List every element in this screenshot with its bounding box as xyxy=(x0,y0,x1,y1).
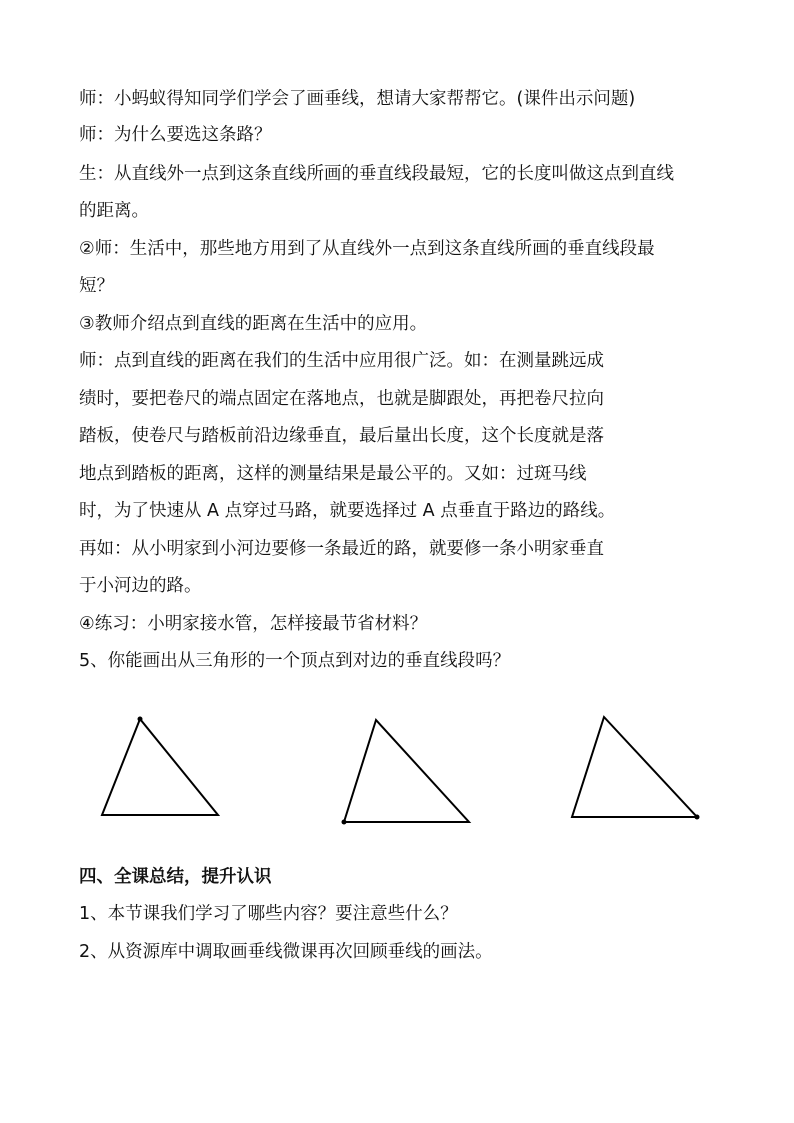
paragraph-line: 地点到踏板的距离，这样的测量结果是最公平的。又如：过斑马线 xyxy=(79,464,587,484)
paragraph-line: 师：为什么要选这条路？ xyxy=(79,125,272,145)
summary-item: 1、本节课我们学习了哪些内容？要注意些什么？ xyxy=(79,904,458,924)
paragraph-line: 于小河边的路。 xyxy=(79,576,202,596)
paragraph-line: 生：从直线外一点到这条直线所画的垂直线段最短，它的长度叫做这点到直线 xyxy=(79,164,674,184)
paragraph-line: 踏板，使卷尺与踏板前沿边缘垂直，最后量出长度，这个长度就是落 xyxy=(79,426,604,446)
triangle-1 xyxy=(102,719,218,815)
section-heading: 四、全课总结，提升认识 xyxy=(79,867,272,887)
paragraph-line: 再如：从小明家到小河边要修一条最近的路，就要修一条小明家垂直 xyxy=(79,539,604,559)
paragraph-line: 的距离。 xyxy=(79,201,149,221)
vertex-dot xyxy=(695,815,700,820)
triangle-3 xyxy=(572,717,697,817)
paragraph-line: 师：点到直线的距离在我们的生活中应用很广泛。如：在测量跳远成 xyxy=(79,351,604,371)
paragraph-line: ②师：生活中，那些地方用到了从直线外一点到这条直线所画的垂直线段最 xyxy=(79,239,655,259)
paragraph-line: 时，为了快速从 A 点穿过马路，就要选择过 A 点垂直于路边的路线。 xyxy=(79,501,616,521)
paragraph-line: 绩时，要把卷尺的端点固定在落地点，也就是脚跟处，再把卷尺拉向 xyxy=(79,389,604,409)
triangle-2 xyxy=(344,720,469,822)
vertex-dot xyxy=(342,820,347,825)
vertex-dot xyxy=(138,717,143,722)
summary-item: 2、从资源库中调取画垂线微课再次回顾垂线的画法。 xyxy=(79,942,493,962)
paragraph-line: 短？ xyxy=(79,276,114,296)
exercise-line: ④练习：小明家接水管，怎样接最节省材料？ xyxy=(79,614,428,634)
paragraph-line: ③教师介绍点到直线的距离在生活中的应用。 xyxy=(79,314,428,334)
question-line: 5、你能画出从三角形的一个顶点到对边的垂直线段吗？ xyxy=(79,651,511,671)
paragraph-line: 师：小蚂蚁得知同学们学会了画垂线，想请大家帮帮它。(课件出示问题) xyxy=(79,89,636,109)
